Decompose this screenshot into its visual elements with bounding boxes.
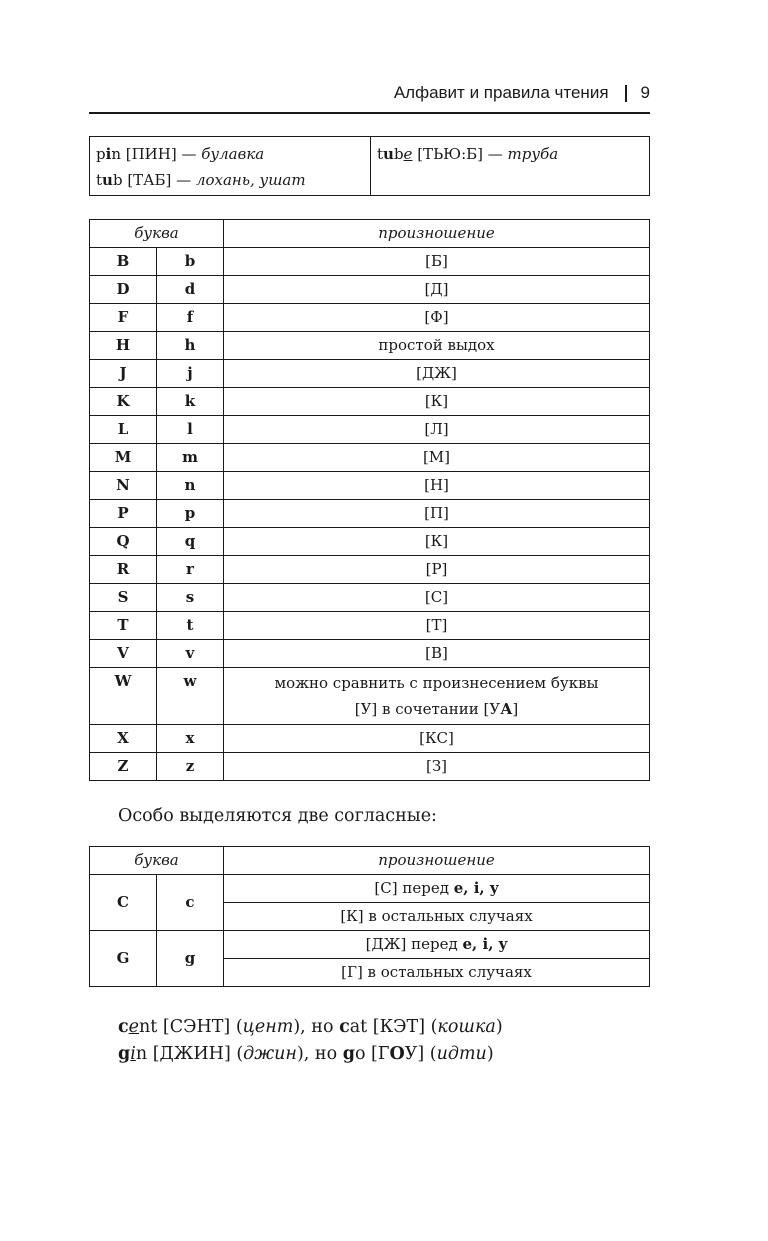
example-tube: tube [ТЬЮ:Б] — труба xyxy=(377,145,559,163)
letter-upper: N xyxy=(90,472,157,500)
rule-letters: e, i, y xyxy=(453,879,499,897)
pronunciation: [Л] xyxy=(224,416,650,444)
pronunciation: [Р] xyxy=(224,556,650,584)
pronunciation: [Д] xyxy=(224,276,650,304)
table-row xyxy=(90,388,650,416)
pronunciation: простой выдох xyxy=(224,332,650,360)
table-row xyxy=(90,753,650,781)
pronunciation-line xyxy=(228,696,645,722)
table-row xyxy=(90,500,650,528)
rule-text: [ДЖ] перед xyxy=(365,935,463,953)
letter-lower: r xyxy=(157,556,224,584)
table-row xyxy=(90,640,650,668)
header-letter: буква xyxy=(90,847,224,875)
letter-upper: B xyxy=(90,248,157,276)
example-line-c: cent [СЭНТ] (цент), но cat [КЭТ] (кошка) xyxy=(118,1017,503,1037)
letter-upper: D xyxy=(90,276,157,304)
letter-upper: H xyxy=(90,332,157,360)
table-header-row xyxy=(90,847,650,875)
letter-lower: s xyxy=(157,584,224,612)
pronunciation-rule: [Г] в остальных случаях xyxy=(224,959,650,987)
example-line-g: gin [ДЖИН] (джин), но go [ГОУ] (идти) xyxy=(118,1044,494,1064)
letter-lower: q xyxy=(157,528,224,556)
header-pronunciation: произношение xyxy=(224,847,650,875)
pronunciation: [Н] xyxy=(224,472,650,500)
letter-upper: T xyxy=(90,612,157,640)
examples-left-cell xyxy=(90,137,371,196)
rule-text: [С] перед xyxy=(374,879,454,897)
pronunciation: [З] xyxy=(224,753,650,781)
header-letter: буква xyxy=(90,220,224,248)
header-title: Алфавит и правила чтения xyxy=(393,83,609,102)
letter-lower: j xyxy=(157,360,224,388)
letter-lower: x xyxy=(157,725,224,753)
pronunciation: [КС] xyxy=(224,725,650,753)
letter-lower: p xyxy=(157,500,224,528)
letter-upper: V xyxy=(90,640,157,668)
rule-letters: e, i, y xyxy=(462,935,508,953)
pronunciation: [В] xyxy=(224,640,650,668)
letter-upper: P xyxy=(90,500,157,528)
pronunciation-rule xyxy=(224,875,650,903)
letter-lower: w xyxy=(157,668,224,725)
letter-lower: l xyxy=(157,416,224,444)
pronunciation-text: ] xyxy=(512,700,519,718)
letter-lower: d xyxy=(157,276,224,304)
special-consonants-table xyxy=(89,846,650,987)
table-row xyxy=(90,725,650,753)
pronunciation: [Т] xyxy=(224,612,650,640)
pronunciation: [ДЖ] xyxy=(224,360,650,388)
pronunciation-bold: А xyxy=(500,700,513,718)
example-tub: tub [ТАБ] — лохань, ушат xyxy=(96,171,306,189)
letter-lower: m xyxy=(157,444,224,472)
table-row xyxy=(90,332,650,360)
table-row xyxy=(90,416,650,444)
pronunciation: [Ф] xyxy=(224,304,650,332)
letter-upper: K xyxy=(90,388,157,416)
table-row xyxy=(90,612,650,640)
examples-table xyxy=(89,136,650,196)
pronunciation-rule: [К] в остальных случаях xyxy=(224,903,650,931)
pronunciation: [С] xyxy=(224,584,650,612)
table-row xyxy=(90,528,650,556)
table-row xyxy=(90,875,650,903)
letter-upper: L xyxy=(90,416,157,444)
letter-upper: Q xyxy=(90,528,157,556)
letter-upper: G xyxy=(90,931,157,987)
letter-upper: X xyxy=(90,725,157,753)
letter-upper: W xyxy=(90,668,157,725)
letter-upper: S xyxy=(90,584,157,612)
table-row xyxy=(90,556,650,584)
example-pin: pin [ПИН] — булавка xyxy=(96,145,265,163)
intro-text: Особо выделяются две согласные: xyxy=(118,806,437,826)
pronunciation: [К] xyxy=(224,388,650,416)
pronunciation xyxy=(224,668,650,725)
pronunciation-text: [У] в сочетании [У xyxy=(354,700,501,718)
letter-upper: M xyxy=(90,444,157,472)
table-header-row xyxy=(90,220,650,248)
pronunciation: [К] xyxy=(224,528,650,556)
letter-upper: J xyxy=(90,360,157,388)
pronunciation-rule xyxy=(224,931,650,959)
letter-lower: v xyxy=(157,640,224,668)
table-row xyxy=(90,444,650,472)
letter-lower: c xyxy=(157,875,224,931)
pronunciation: [П] xyxy=(224,500,650,528)
table-row xyxy=(90,472,650,500)
running-header xyxy=(89,80,650,114)
letter-lower: z xyxy=(157,753,224,781)
table-row xyxy=(90,931,650,959)
letter-lower: n xyxy=(157,472,224,500)
pronunciation: [М] xyxy=(224,444,650,472)
letter-lower: f xyxy=(157,304,224,332)
letter-lower: k xyxy=(157,388,224,416)
consonants-table xyxy=(89,219,650,781)
letter-upper: C xyxy=(90,875,157,931)
letter-upper: R xyxy=(90,556,157,584)
letter-lower: t xyxy=(157,612,224,640)
letter-lower: b xyxy=(157,248,224,276)
header-pronunciation: произношение xyxy=(224,220,650,248)
table-row xyxy=(90,668,650,725)
table-row xyxy=(90,248,650,276)
examples-right-cell xyxy=(371,137,650,196)
header-separator xyxy=(625,85,627,102)
pronunciation-line: можно сравнить с произнесением буквы xyxy=(274,674,599,692)
table-row xyxy=(90,276,650,304)
table-row xyxy=(90,584,650,612)
examples-block xyxy=(118,1014,503,1068)
table-row xyxy=(90,304,650,332)
table-row xyxy=(90,360,650,388)
letter-lower: g xyxy=(157,931,224,987)
page-number: 9 xyxy=(640,83,650,102)
letter-upper: Z xyxy=(90,753,157,781)
letter-lower: h xyxy=(157,332,224,360)
pronunciation: [Б] xyxy=(224,248,650,276)
letter-upper: F xyxy=(90,304,157,332)
